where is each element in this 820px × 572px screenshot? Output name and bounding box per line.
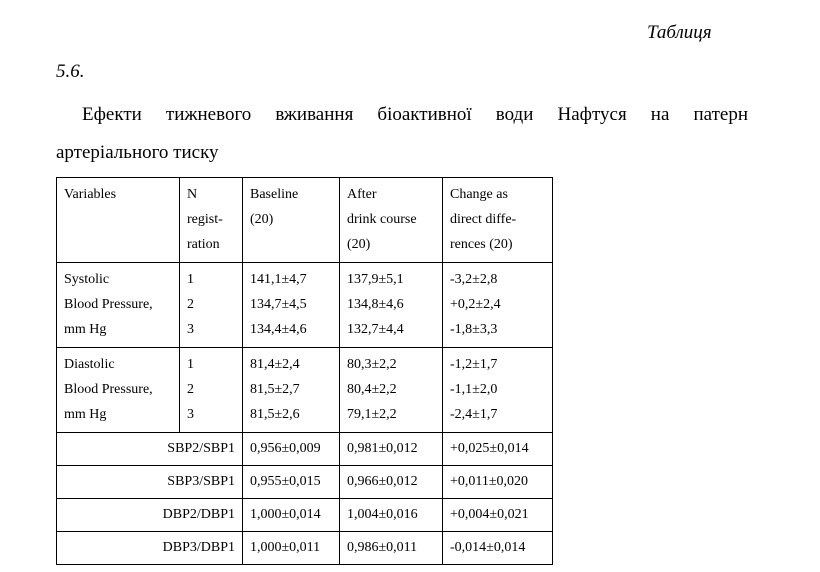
header-baseline-line-2: (20) [250,212,274,227]
diastolic-variable-cell [57,348,180,433]
header-n-line-1: N [187,187,198,202]
ratio-after: 0,986±0,011 [340,532,443,565]
table-row-ratio-dbp3 [57,532,553,565]
table-caption-number: 5.6. [56,61,85,82]
ratio-change: +0,025±0,014 [443,433,553,466]
systolic-after-cell [340,263,443,348]
table-row-systolic [57,263,553,348]
diastolic-variable-line-3: mm Hg [64,407,107,422]
diastolic-n-3: 3 [187,407,194,422]
diastolic-change-2: -1,1±2,0 [450,382,498,397]
table-row-diastolic [57,348,553,433]
systolic-n-cell [180,263,243,348]
header-variables [57,178,180,263]
ratio-change: -0,014±0,014 [443,532,553,565]
header-change-line-1: Change as [450,187,508,202]
systolic-variable-cell [57,263,180,348]
systolic-n-3: 3 [187,322,194,337]
header-n-registration [180,178,243,263]
diastolic-variable-line-1: Diastolic [64,357,115,372]
table-title-line-2: артеріального тиску [56,142,219,163]
header-baseline-line-1: Baseline [250,187,299,202]
table-header-row [57,178,553,263]
header-change-line-3: rences (20) [450,237,513,252]
diastolic-change-cell [443,348,553,433]
systolic-change-1: -3,2±2,8 [450,272,498,287]
table-row-ratio-sbp3 [57,466,553,499]
diastolic-variable-line-2: Blood Pressure, [64,382,153,397]
diastolic-after-2: 80,4±2,2 [347,382,397,397]
ratio-after: 1,004±0,016 [340,499,443,532]
header-change [443,178,553,263]
systolic-after-2: 134,8±4,6 [347,297,404,312]
diastolic-baseline-2: 81,5±2,7 [250,382,300,397]
table-row-ratio-sbp2 [57,433,553,466]
systolic-after-3: 132,7±4,4 [347,322,404,337]
ratio-change: +0,004±0,021 [443,499,553,532]
header-after-line-3: (20) [347,237,371,252]
ratio-label: SBP3/SBP1 [57,466,243,499]
header-variables-text: Variables [64,187,117,202]
systolic-change-2: +0,2±2,4 [450,297,501,312]
header-change-line-2: direct diffe- [450,212,517,227]
header-after-drink-course [340,178,443,263]
table-title-line-1: Ефекти тижневого вживання біоактивної води Нафтуся на патерн [82,104,748,125]
ratio-after: 0,981±0,012 [340,433,443,466]
diastolic-after-cell [340,348,443,433]
header-after-line-1: After [347,187,377,202]
header-n-line-3: ration [187,237,220,252]
systolic-variable-line-1: Systolic [64,272,110,287]
diastolic-after-3: 79,1±2,2 [347,407,397,422]
header-n-line-2: regist- [187,212,223,227]
table-caption-label: Таблиця [647,22,712,43]
diastolic-n-1: 1 [187,357,194,372]
ratio-label: DBP2/DBP1 [57,499,243,532]
systolic-after-1: 137,9±5,1 [347,272,404,287]
header-after-line-2: drink course [347,212,417,227]
systolic-n-2: 2 [187,297,194,312]
systolic-baseline-1: 141,1±4,7 [250,272,307,287]
systolic-baseline-3: 134,4±4,6 [250,322,307,337]
diastolic-baseline-3: 81,5±2,6 [250,407,300,422]
systolic-change-cell [443,263,553,348]
diastolic-n-cell [180,348,243,433]
diastolic-change-1: -1,2±1,7 [450,357,498,372]
ratio-baseline: 1,000±0,014 [243,499,340,532]
ratio-after: 0,966±0,012 [340,466,443,499]
systolic-variable-line-3: mm Hg [64,322,107,337]
ratio-baseline: 0,956±0,009 [243,433,340,466]
header-baseline [243,178,340,263]
ratio-baseline: 0,955±0,015 [243,466,340,499]
ratio-label: SBP2/SBP1 [57,433,243,466]
ratio-label: DBP3/DBP1 [57,532,243,565]
systolic-baseline-cell [243,263,340,348]
table-row-ratio-dbp2 [57,499,553,532]
diastolic-baseline-cell [243,348,340,433]
systolic-change-3: -1,8±3,3 [450,322,498,337]
ratio-baseline: 1,000±0,011 [243,532,340,565]
diastolic-baseline-1: 81,4±2,4 [250,357,300,372]
diastolic-change-3: -2,4±1,7 [450,407,498,422]
systolic-variable-line-2: Blood Pressure, [64,297,153,312]
diastolic-n-2: 2 [187,382,194,397]
diastolic-after-1: 80,3±2,2 [347,357,397,372]
ratio-change: +0,011±0,020 [443,466,553,499]
blood-pressure-table [56,177,553,565]
systolic-baseline-2: 134,7±4,5 [250,297,307,312]
systolic-n-1: 1 [187,272,194,287]
